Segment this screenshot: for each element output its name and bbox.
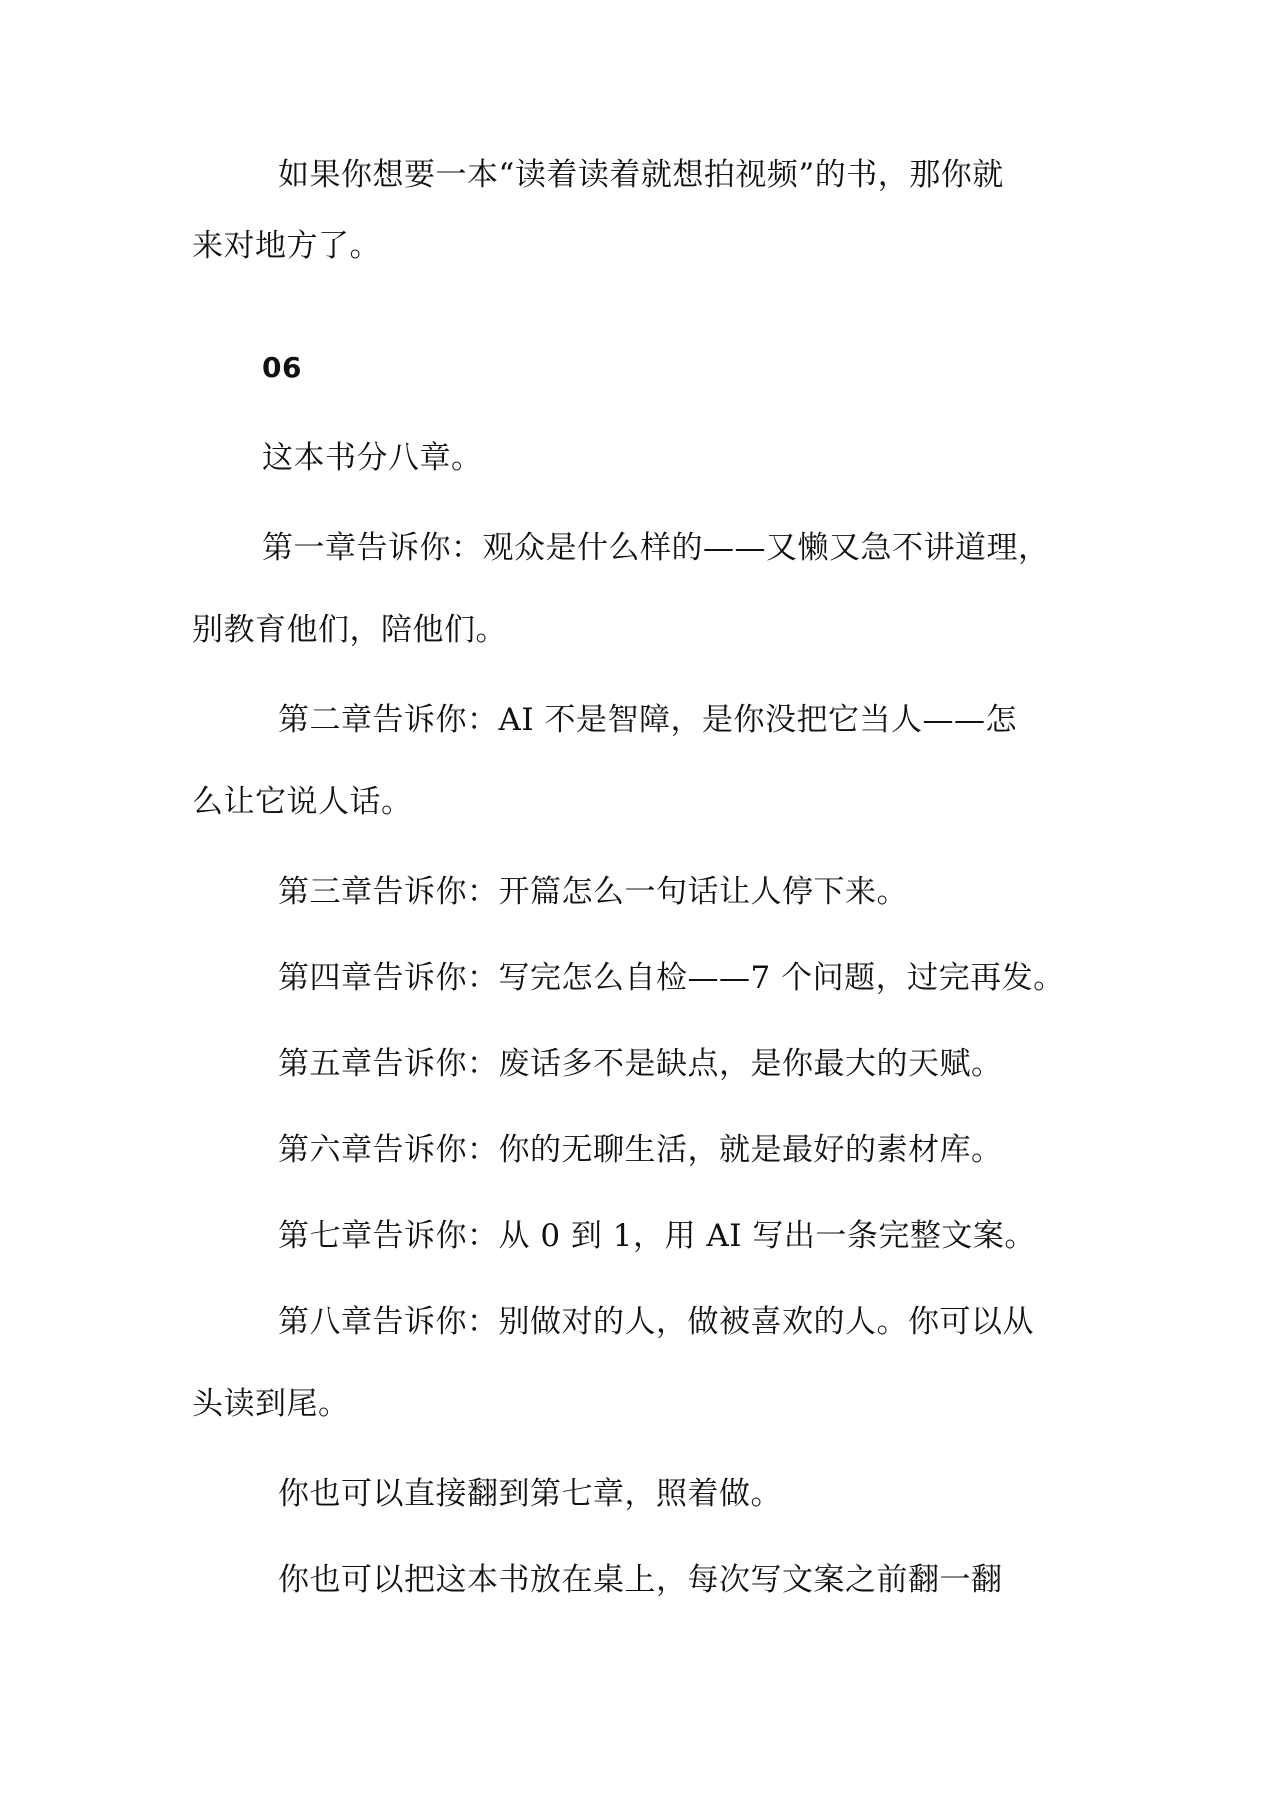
chapter-line-4: 第四章告诉你：写完怎么自检——7 个问题，过完再发。: [278, 960, 1065, 996]
text-line: 来对地方了。: [192, 228, 381, 264]
text-line: 你也可以把这本书放在桌上，每次写文案之前翻一翻: [278, 1562, 1003, 1598]
text-line: 这本书分八章。: [262, 440, 483, 476]
section-number: 06: [262, 351, 302, 384]
text-line: 别教育他们，陪他们。: [192, 612, 507, 648]
chapter-line-6: 第六章告诉你：你的无聊生活，就是最好的素材库。: [278, 1132, 1003, 1168]
chapter-line-8: 第八章告诉你：别做对的人，做被喜欢的人。你可以从: [278, 1304, 1034, 1340]
chapter-line-5: 第五章告诉你：废话多不是缺点，是你最大的天赋。: [278, 1046, 1003, 1082]
text-line: 如果你想要一本“读着读着就想拍视频”的书，那你就: [278, 157, 1004, 193]
text-line: 头读到尾。: [192, 1386, 350, 1422]
chapter-line-1: 第一章告诉你：观众是什么样的——又懒又急不讲道理，: [262, 530, 1050, 566]
text-line: 你也可以直接翻到第七章，照着做。: [278, 1476, 782, 1512]
chapter-line-3: 第三章告诉你：开篇怎么一句话让人停下来。: [278, 874, 908, 910]
text-line: 么让它说人话。: [192, 784, 413, 820]
chapter-line-2: 第二章告诉你：AI 不是智障，是你没把它当人——怎: [278, 702, 1017, 738]
chapter-line-7: 第七章告诉你：从 0 到 1，用 AI 写出一条完整文案。: [278, 1218, 1036, 1254]
